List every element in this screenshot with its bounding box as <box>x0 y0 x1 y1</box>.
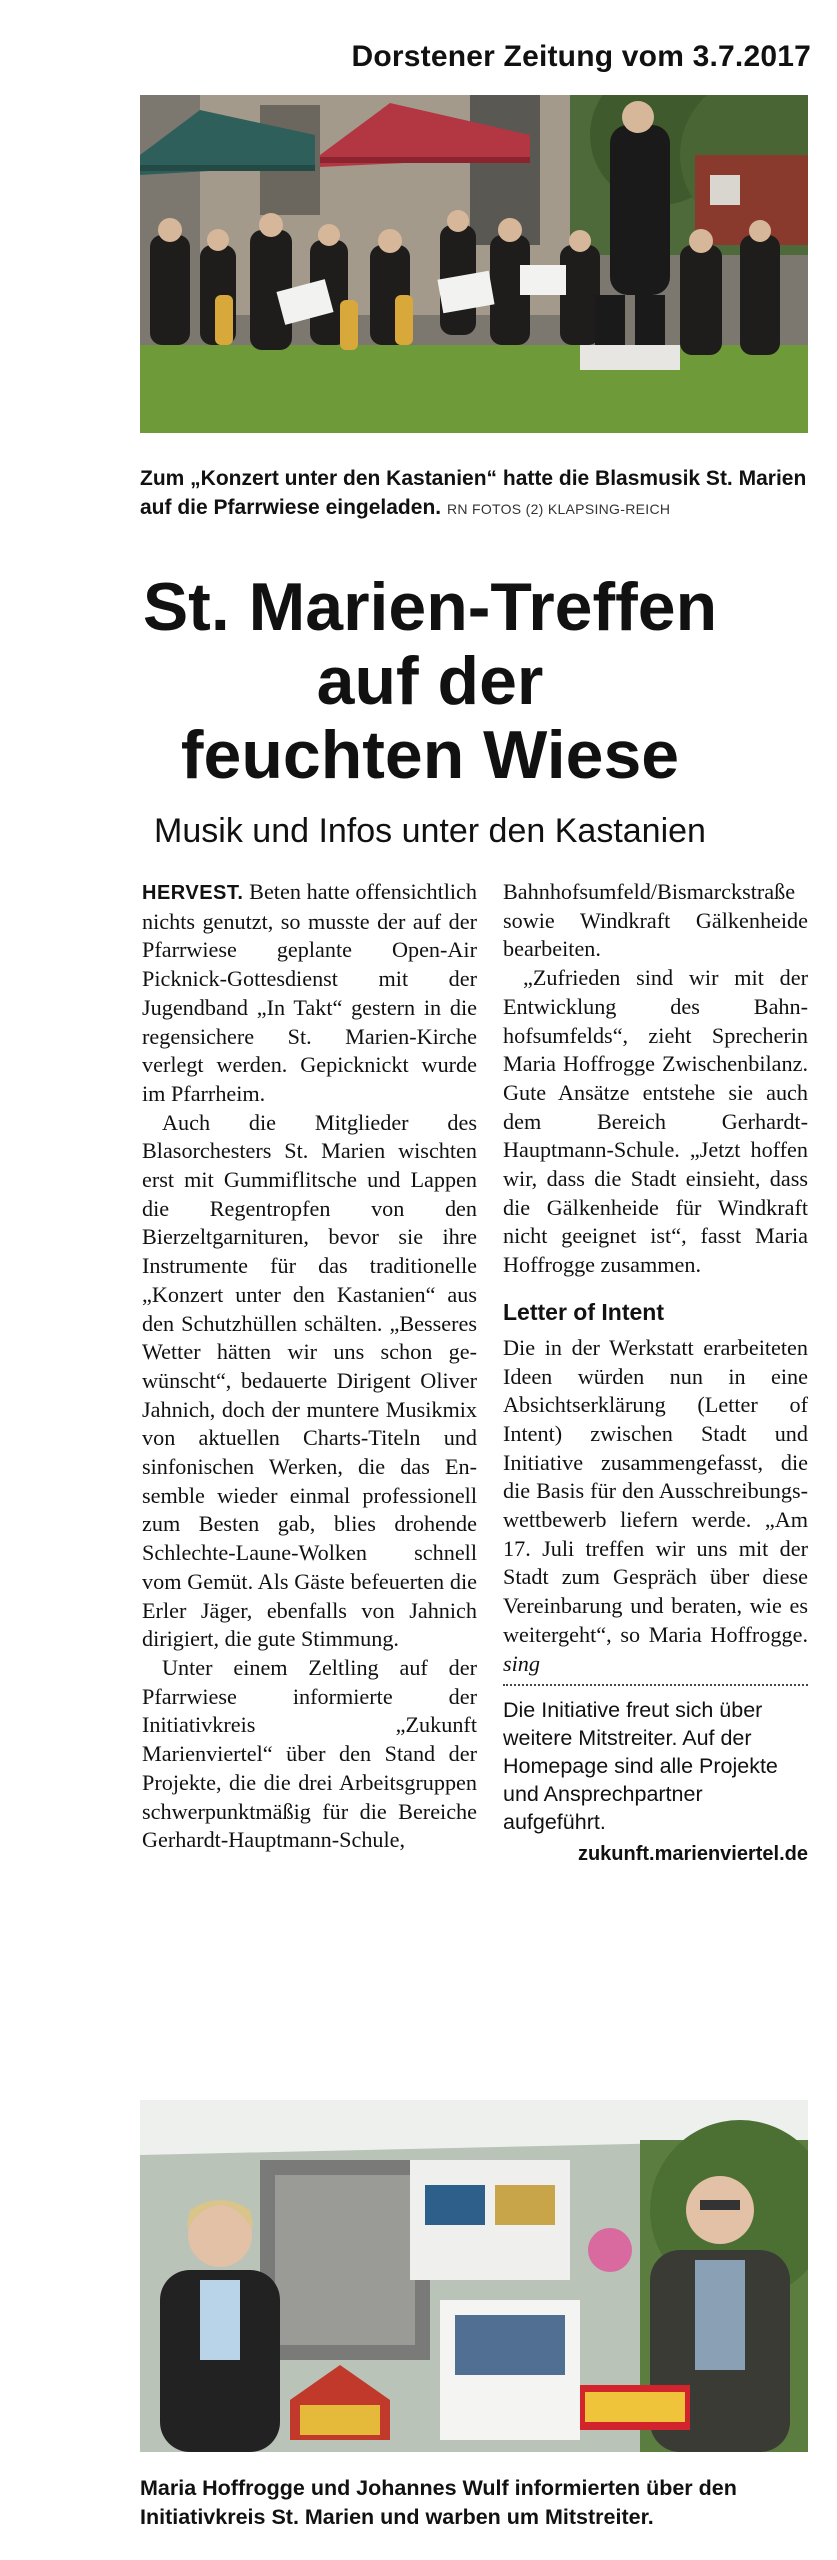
homepage-link[interactable]: zukunft.marienviertel.de <box>577 1843 808 1866</box>
dotted-separator <box>503 1684 808 1686</box>
paragraph-1 <box>142 878 477 1109</box>
band-concert-illustration <box>140 95 808 433</box>
top-photo-band-concert <box>140 95 808 433</box>
paragraph-6 <box>503 1334 808 1678</box>
article-column-2 <box>503 878 808 1869</box>
paragraph-5: „Zufrieden sind wir mit der Entwicklung des Bahnhofsumfelds“, zieht Sprecherin Maria Hoffrogge Zwischenbilanz. Gute Ansätze entstehe sie auch dem Bereich Gerhardt-Hauptmann-Schule. „Jetzt hoffen wir, dass die Stadt einsieht, dass die Gälkenheide für Windkraft nicht geeignet ist“, fasst Maria Hoffrogge zusammen. <box>503 965 808 1278</box>
newspaper-masthead: Dorstener Zeitung vom 3.7.2017 <box>351 40 811 73</box>
top-photo-caption-text: Zum „Konzert unter den Kastanien“ hatte die Blasmusik St. Marien auf die Pfarrwiese eingeladen. <box>140 467 807 519</box>
bottom-photo-initiative <box>140 2100 808 2452</box>
paragraph-3: Unter einem Zeltling auf der Pfarrwiese informierte der Initiativkreis „Zukunft Marienviertel“ über den Stand der Projekte, die die drei Arbeitsgruppen schwerpunktmäßig für die Bereiche Gerhardt-Hauptmann-Schule, <box>142 1654 477 1853</box>
dateline: HERVEST. <box>142 882 244 904</box>
author-initials: sing <box>503 1650 540 1676</box>
initiative-booth-illustration <box>140 2100 808 2452</box>
article-headline <box>80 570 780 792</box>
info-box-text: Die Initiative freut sich über weitere Mitstreiter. Auf der Homepage sind alle Projekte und Ansprechpartner aufgeführt. <box>503 1698 778 1835</box>
top-photo-caption <box>140 464 815 524</box>
paragraph-1-text: Beten hatte offensichtlich nichts genutzt, so musste der auf der Pfarrwiese geplante Open-Air Picknick-Gottesdienst mit der Jugendband „In Takt“ gestern in die regensichere St. Marien-Kirche verlegt werden. Gepicknickt wurde im Pfarrheim. <box>142 879 477 1106</box>
photo-credit: RN FOTOS (2) KLAPSING-REICH <box>446 501 671 517</box>
paragraph-6-text: Die in der Werkstatt erarbeiteten Ideen würden nun in eine Absichtserklärung (Letter of Intent) zwischen Stadt und Initiative zusammengefasst, die die Basis für den Ausschreibungswettbewerb liefern werde. „Am 17. Juli treffen wir uns mit der Stadt zum Gespräch über diese Vereinbarung und beraten, wie es weitergeht“, so Maria Hoffrogge. <box>503 1334 808 1647</box>
headline-line-1: St. Marien-Treffen <box>142 569 718 645</box>
article-subheadline: Musik und Infos unter den Kastanien <box>154 812 706 850</box>
headline-line-2: auf der <box>316 643 544 719</box>
bottom-photo-caption: Maria Hoffrogge und Johannes Wulf informierten über den Initiativkreis St. Marien und warben um Mitstreiter. <box>140 2476 737 2529</box>
headline-line-3: feuchten Wiese <box>180 717 680 793</box>
paragraph-4: Bahnhofsumfeld/Bismarckstraße sowie Windkraft Gälkenheide bearbeiten. <box>503 879 808 962</box>
paragraph-2: Auch die Mitglieder des Blasorchesters St. Marien wischten erst mit Gummiflitsche und Lappen die Regentropfen von den Bierzeltgarnituren, bevor sie ihre Instrumente für das traditionelle „Konzert unter den Kastanien“ aus den Schutzhüllen schälten. „Besseres Wetter hätten wir uns schon gewünscht“, bedauerte Dirigent Oliver Jahnich, doch der muntere Musikmix von aktuellen Charts-Titeln und sinfonischen Werken, die das Ensemble wieder einmal professionell zum Besten gab, blies drohende Schlechte-Laune-Wolken schnell vom Gemüt. Als Gäste befeuerten die Erler Jäger, ebenfalls von Jahnich dirigiert, die gute Stimmung. <box>142 1109 477 1652</box>
article-column-1 <box>142 878 477 1855</box>
section-subheading: Letter of Intent <box>503 1298 664 1325</box>
